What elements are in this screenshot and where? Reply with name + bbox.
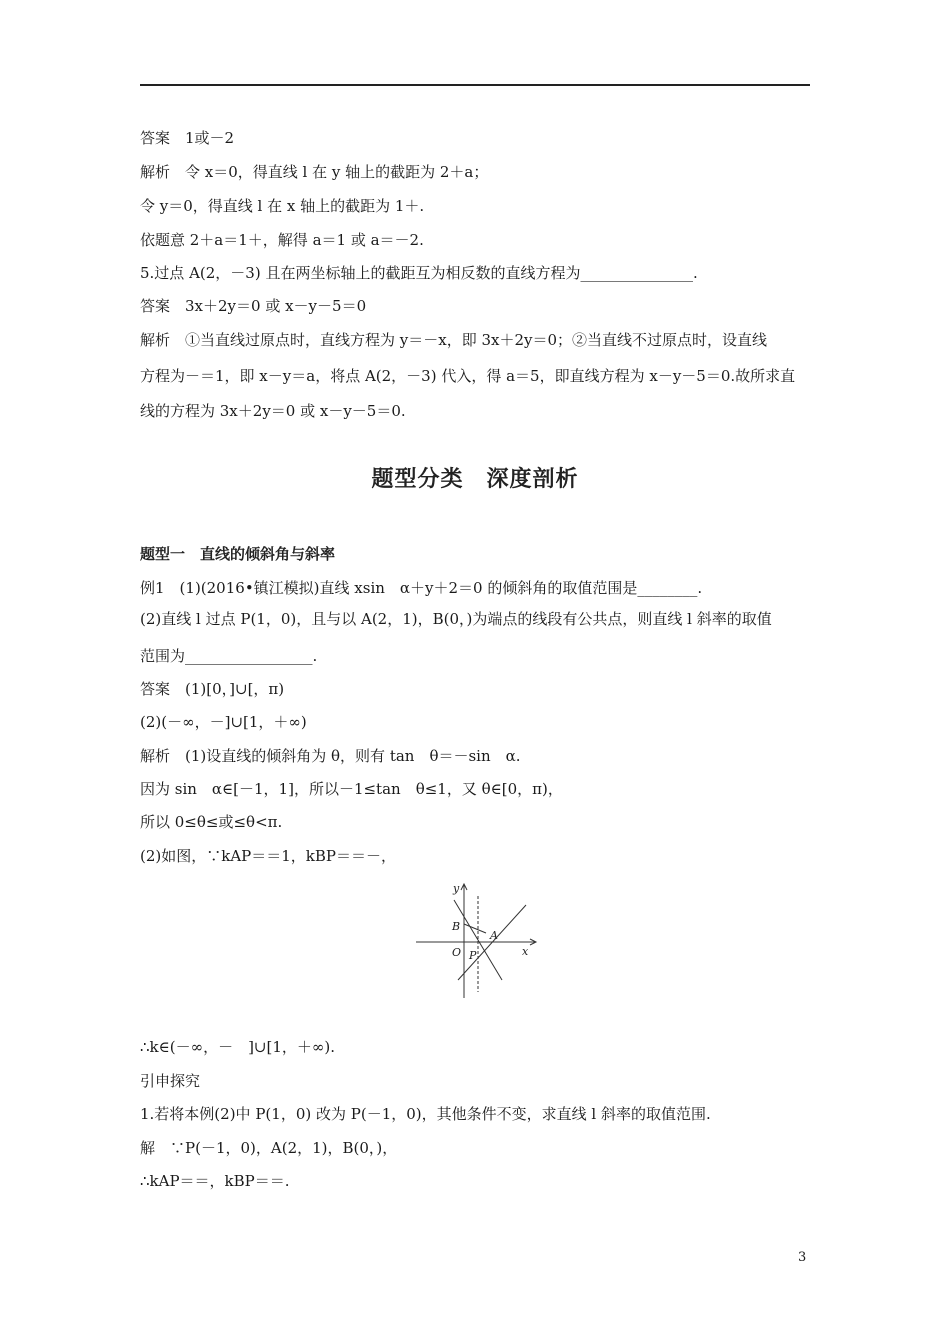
answer-line: (2)(－∞，－]∪[1，＋∞) — [140, 713, 307, 731]
section-label: 引申探究 — [140, 1072, 201, 1090]
analysis-line: 解析 令 x＝0，得直线 l 在 y 轴上的截距为 2＋a； — [140, 163, 489, 181]
answer-line: 答案 (1)[0，]∪[，π) — [140, 680, 285, 698]
answer-line: 答案 3x＋2y＝0 或 x－y－5＝0 — [140, 297, 367, 315]
label-o: O — [452, 946, 462, 959]
label-a: A — [490, 929, 498, 942]
section-heading: 题型分类 深度剖析 — [371, 467, 579, 492]
text-line: 令 y＝0，得直线 l 在 x 轴上的截距为 1＋. — [140, 197, 425, 215]
example-line: 例1 (1)(2016•镇江模拟)直线 xsin α＋y＋2＝0 的倾斜角的取值范围是________. — [140, 579, 703, 597]
example-line: 范围为_________________. — [140, 647, 318, 665]
text-line: 线的方程为 3x＋2y＝0 或 x－y－5＝0. — [140, 402, 406, 420]
solution-line: ∴kAP＝＝，kBP＝＝. — [140, 1172, 290, 1190]
example-line: (2)直线 l 过点 P(1，0)，且与以 A(2，1)，B(0，)为端点的线段有公共点，则直线 l 斜率的取值 — [140, 610, 772, 628]
text-line: 因为 sin α∈[－1，1]，所以－1≤tan θ≤1，又 θ∈[0，π)， — [140, 780, 563, 798]
page-number: 3 — [798, 1250, 807, 1265]
segment-ba — [464, 924, 486, 933]
problem-line: 1.若将本例(2)中 P(1，0) 改为 P(－1，0)，其他条件不变，求直线 l 斜率的取值范围. — [140, 1105, 711, 1123]
analysis-line: 解析 ①当直线过原点时，直线方程为 y＝－x，即 3x＋2y＝0；②当直线不过原点时，设直线 — [140, 331, 768, 349]
top-rule — [140, 84, 810, 86]
coordinate-figure — [414, 880, 544, 1002]
analysis-line: 解析 (1)设直线的倾斜角为 θ，则有 tan θ＝－sin α. — [140, 747, 521, 765]
conclusion-line: ∴k∈(－∞，－ ]∪[1，＋∞). — [140, 1038, 336, 1056]
label-x: x — [522, 945, 529, 958]
problem-line: 5.过点 A(2，－3) 且在两坐标轴上的截距互为相反数的直线方程为_______________. — [140, 264, 698, 282]
text-line: (2)如图，∵kAP＝＝1，kBP＝＝－， — [140, 847, 397, 865]
label-b: B — [452, 920, 461, 933]
subsection-title: 题型一 直线的倾斜角与斜率 — [140, 545, 336, 563]
label-p: P — [469, 949, 477, 962]
text-line: 依题意 2＋a＝1＋，解得 a＝1 或 a＝－2. — [140, 231, 424, 249]
label-y: y — [453, 882, 460, 895]
text-line: 方程为－＝1，即 x－y＝a，将点 A(2，－3) 代入，得 a＝5，即直线方程为 x－y－5＝0.故所求直 — [140, 367, 796, 385]
answer-line: 答案 1或－2 — [140, 129, 235, 147]
solution-line: 解 ∵P(－1，0)，A(2，1)，B(0，)， — [140, 1139, 398, 1157]
text-line: 所以 0≤θ≤或≤θ<π. — [140, 813, 283, 831]
